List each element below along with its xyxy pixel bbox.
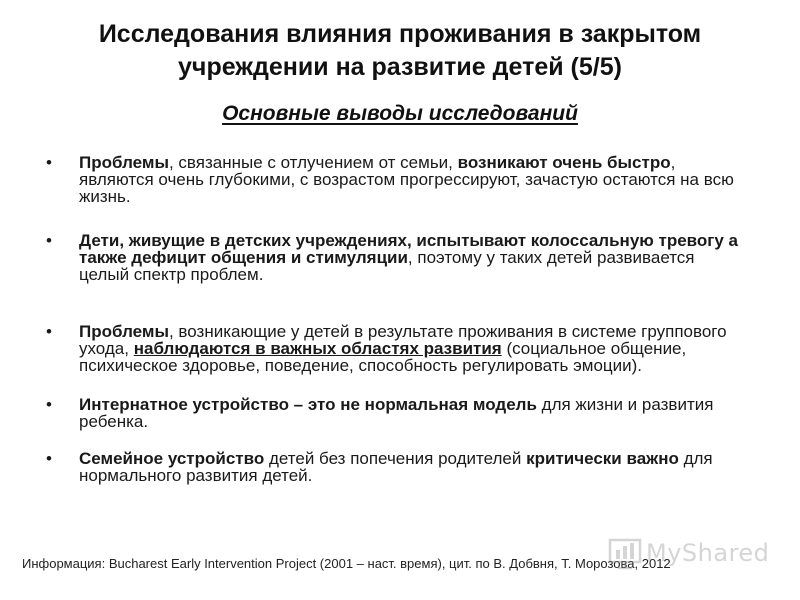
bullet-marker: •	[46, 395, 52, 414]
finding-item	[46, 323, 746, 374]
finding-bold-text: Проблемы	[79, 322, 169, 341]
finding-text: для нормального развития детей.	[79, 449, 713, 485]
finding-text: , являются очень глубокими, с возрастом прогрессируют, зачастую остаются на всю жизнь.	[79, 153, 734, 206]
bullet-marker: •	[46, 449, 52, 468]
bullet-marker: •	[46, 322, 52, 341]
watermark	[608, 532, 778, 576]
slide-subtitle: Основные выводы исследований	[222, 102, 578, 125]
watermark-text: MyShared	[646, 539, 770, 567]
finding-text: , поэтому у таких детей развивается целый спектр проблем.	[79, 248, 695, 284]
finding-bold-text: критически важно	[526, 449, 679, 468]
slide-title-line-2: учреждении на развитие детей (5/5)	[178, 53, 622, 81]
findings-list	[46, 154, 746, 484]
finding-item	[46, 396, 746, 430]
bullet-marker: •	[46, 231, 52, 250]
finding-bold-text: Интернатное устройство – это не нормальная модель	[79, 395, 537, 414]
finding-bold-text: возникают очень быстро	[457, 153, 671, 172]
finding-text: детей без попечения родителей	[264, 449, 527, 468]
finding-bold-underlined-text: наблюдаются в важных областях развития	[133, 339, 502, 358]
bullet-marker: •	[46, 153, 52, 172]
finding-item	[46, 154, 746, 205]
finding-item	[46, 450, 746, 484]
finding-bold-text: Дети, живущие в детских учреждениях, испытывают колоссальную тревогу а также дефицит общения и стимуляции	[79, 231, 739, 267]
finding-text: (социальное общение, психическое здоровье, поведение, способность регулировать эмоции).	[79, 339, 687, 375]
slide-title	[40, 18, 760, 84]
slide-title-line-1: Исследования влияния проживания в закрытом	[98, 20, 702, 48]
finding-item	[46, 232, 746, 283]
source-footnote: Информация: Bucharest Early Intervention Project (2001 – наст. время), цит. по В. Добвня, Т. Морозова, 2012	[22, 556, 671, 571]
myshared-logo-icon	[608, 538, 642, 570]
finding-text: для жизни и развития ребенка.	[79, 395, 714, 431]
finding-text: , возникающие у детей в результате проживания в системе группового ухода,	[79, 322, 727, 358]
finding-bold-text: Семейное устройство	[79, 449, 265, 468]
finding-text: , связанные с отлучением от семьи,	[168, 153, 458, 172]
finding-bold-text: Проблемы	[79, 153, 169, 172]
